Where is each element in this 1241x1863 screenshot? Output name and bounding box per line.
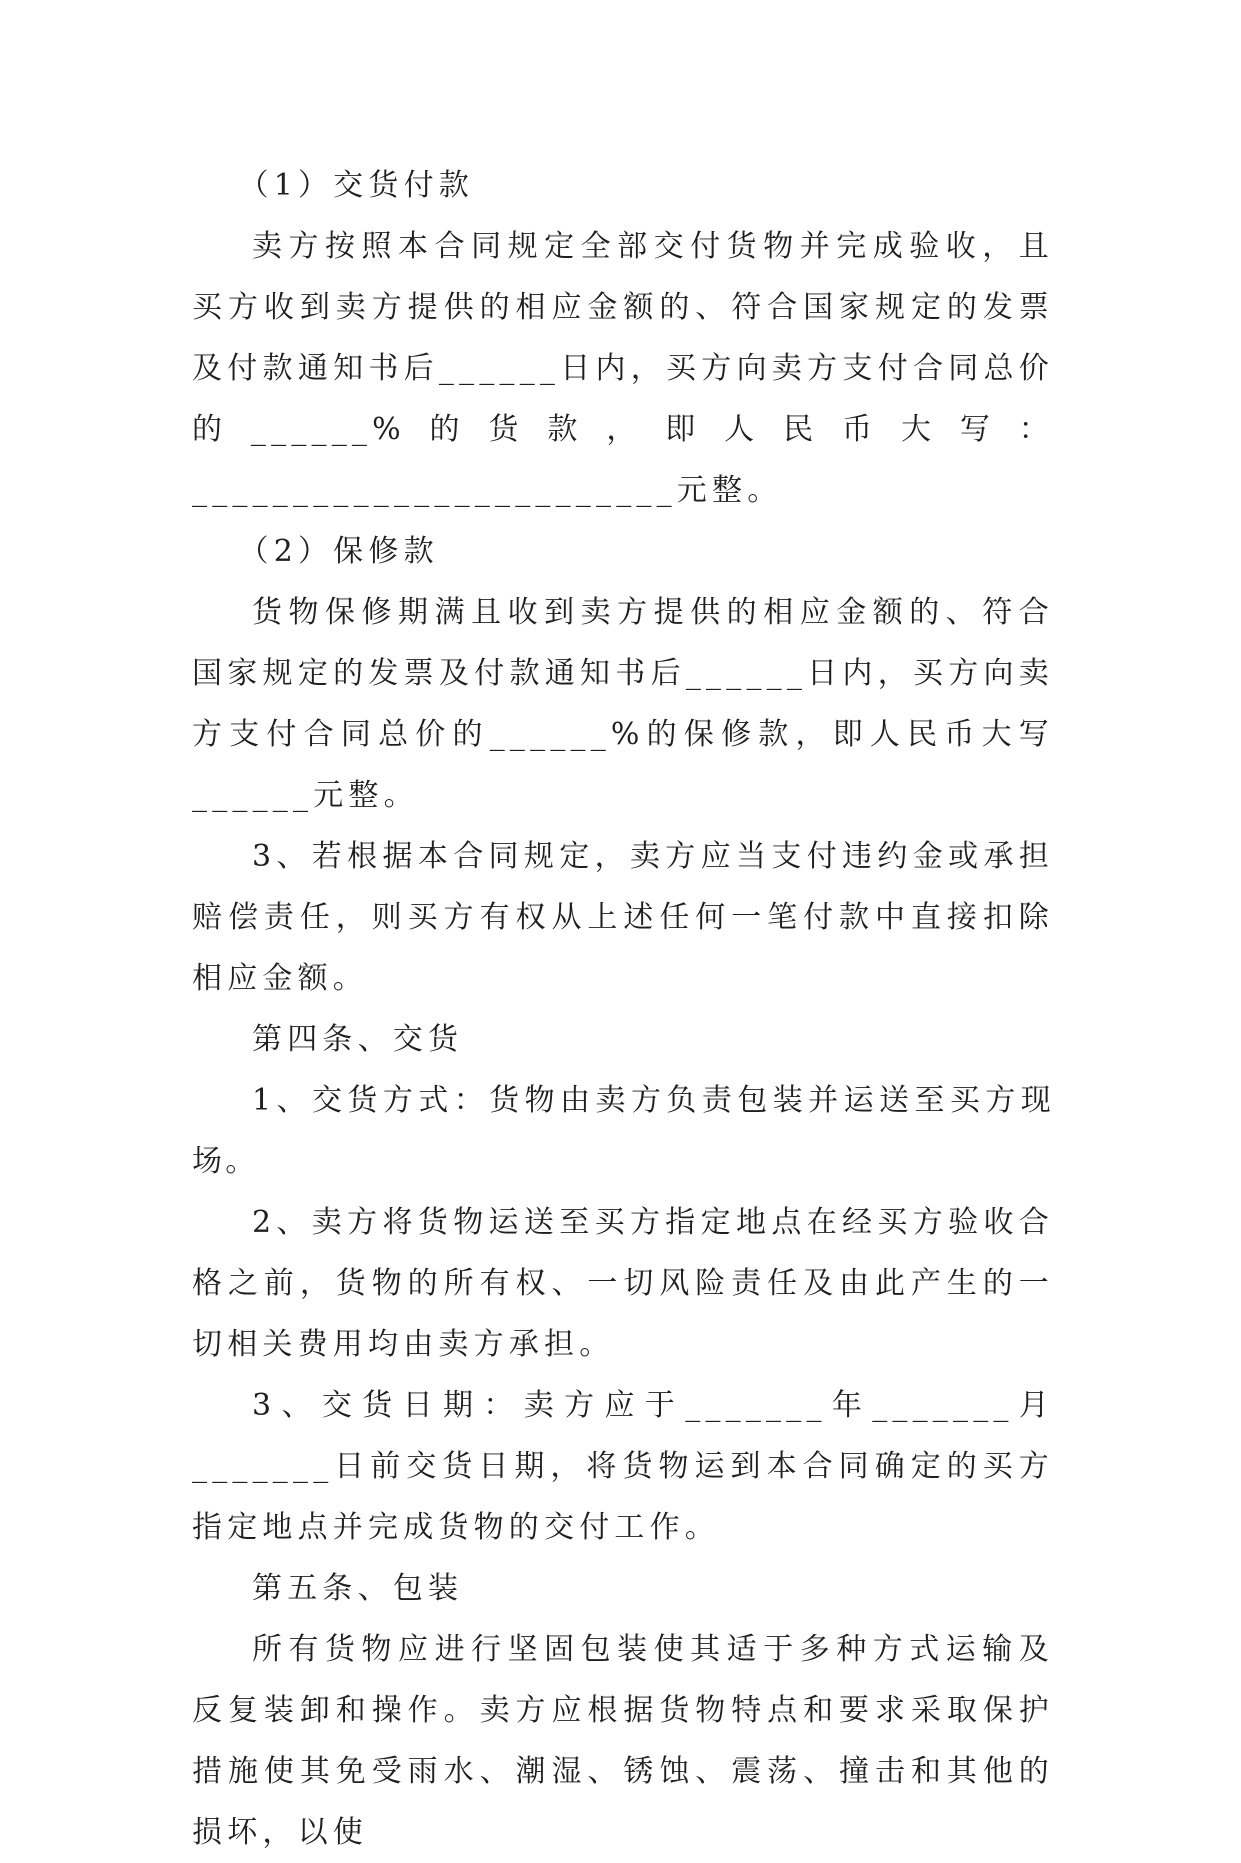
contract-page — [192, 155, 1054, 1863]
paragraph-delivery-method: 1、交货方式：货物由卖方负责包装并运送至买方现场。 — [192, 1083, 1054, 1179]
paragraph-deduction-clause: 3、若根据本合同规定，卖方应当支付违约金或承担赔偿责任，则买方有权从上述任何一笔付款中直接扣除相应金额。 — [192, 839, 1054, 996]
article-four-heading: 第四条、交货 — [252, 1022, 464, 1057]
article-five-heading: 第五条、包装 — [252, 1571, 464, 1606]
paragraph-delivery-payment: 卖方按照本合同规定全部交付货物并完成验收，且买方收到卖方提供的相应金额的、符合国家规定的发票及付款通知书后______日内，买方向卖方支付合同总价的______%的货款，即人民币大写：________________________元整。 — [192, 229, 1054, 508]
paragraph-delivery-date: 3、交货日期：卖方应于_______年_______月_______日前交货日期，将货物运到本合同确定的买方指定地点并完成货物的交付工作。 — [192, 1388, 1054, 1545]
paragraph-packaging: 所有货物应进行坚固包装使其适于多种方式运输及反复装卸和操作。卖方应根据货物特点和要求采取保护措施使其免受雨水、潮湿、锈蚀、震荡、撞击和其他的损坏，以使 — [192, 1632, 1054, 1850]
paragraph-warranty-payment: 货物保修期满且收到卖方提供的相应金额的、符合国家规定的发票及付款通知书后______日内，买方向卖方支付合同总价的______%的保修款，即人民币大写______元整。 — [192, 595, 1054, 813]
subsection-warranty-payment-heading: （2）保修款 — [238, 534, 439, 569]
subsection-delivery-payment-heading: （1）交货付款 — [238, 168, 474, 203]
paragraph-risk-transfer: 2、卖方将货物运送至买方指定地点在经买方验收合格之前，货物的所有权、一切风险责任及由此产生的一切相关费用均由卖方承担。 — [192, 1205, 1054, 1362]
